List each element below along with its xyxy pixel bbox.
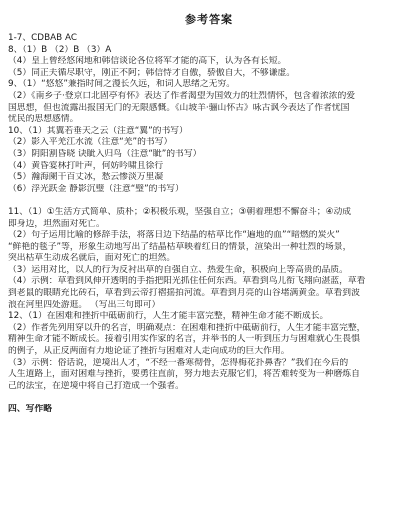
answer-line: （3）阴阳割昏晓 诀眦入归鸟（注意“眦”的书写） [8,148,202,159]
answer-line: （5）同正夫循尽职守，刚正不阿；韩信恃才自傲，骄傲自大，不够谦虚。 [8,67,296,78]
answer-line: 四、写作略 [8,404,52,414]
answer-line: 人生道路上，面对困难与挫折，要勇往直前，努力地去克服它们，将苦难转变为一种磨炼自 [8,369,360,380]
answer-line: 8、（1）B （2）B （3）A [8,44,112,55]
answer-line: 国思想，但也流露出报国无门的无限感慨。《山坡羊·骊山怀古》咏古讽今表达了作者忧国 [8,102,350,113]
answer-line: 9、（1）“悠悠”兼指时间之漫长久远，和词人思绪之无穷。 [8,79,236,90]
answer-line: （2）作者先列用穿以升的名言，明确观点：在困难和挫折中砥砺前行，人生才能丰富完整， [8,322,366,333]
answer-line: （2）《南乡子·登京口北固亭有怀》表达了作者渴望为国效力的壮烈情怀，包含着浓浓的爱 [8,90,356,101]
answer-line: 己的法宝，在逆境中将自己打造成一个强者。 [8,380,184,391]
answer-list [8,33,410,416]
answer-line: 12、（1）在困难和挫折中砥砺前行，人生才能丰富完整，精神生命才能不断成长。 [8,311,329,322]
blank-line [8,195,410,207]
answer-line: 10、（1）其翼若垂天之云（注意“翼”的书写） [8,125,188,136]
page-title: 参考答案 [185,13,233,26]
answer-line: （3）运用对比，以人的行为反衬出草的自强自立、热爱生命，积极向上等高贵的品质。 [8,264,348,275]
blank-line [8,392,410,404]
answer-line: （4）示例：草看到风伸开透明的手指把阳光抓住任何东西。草看到鸟儿衔飞翔向湛蓝，草看 [8,276,366,287]
answer-line: （4）皇上曾经悠闲地和韩信谈论各位将军才能的高下，认为各有长短。 [8,56,287,67]
answer-line: 的例子，从正反两面有力地论证了挫折与困难对人走向成功的巨大作用。 [8,346,290,357]
answer-line: 精神生命才能不断成长。接着引用实作家的名言，并举书的人一听到压力与困难就心生畏惧 [8,334,360,345]
answer-line: （3）示例：俗话说，逆境出人才，“不经一番寒彻骨，怎得梅花扑鼻香？”我们在今后的 [8,357,349,368]
answer-line: 1-7、CDBAB AC [8,33,77,43]
answer-line: 浪在河里四处游逛。 （写出三句即可） [8,299,161,310]
answer-line: （2）影入平羌江水流（注意“羌”的书写） [8,137,173,148]
answer-line: 忧民的思想感情。 [8,114,79,125]
answer-line: （2）句子运用比喻的修辞手法，将落日边下结晶的枯草比作“遍地的血”“暗燃的炭火” [8,230,340,241]
answer-line: 即身边，坦然面对死亡。 [8,218,105,229]
answer-line: （4）黄昏宴林打叶声，何妨吟啸且徐行 [8,160,164,171]
answer-line: 到老鼠的眼睛充比砖石，草看到云帝打褶揺拍河流。草看到月亮的山谷堵满黄金。草看到波 [8,288,360,299]
answer-line: 11、（1）①生活方式简单、质朴；②积极乐观，坚强自立；③朝着理想不懈奋斗；④动成 [8,206,352,217]
answer-line: （5）瀚海阑干百丈冰，愁云惨淡万里凝 [8,172,164,183]
answer-line: （6）浮光跃金 静影沉璧（注意“璧”的书写） [8,183,184,194]
answer-line: 突出枯草生动成名就后，面对死亡的坦然。 [8,253,176,264]
answer-line: “鲜艳的毯子”等，形象生动地写出了结晶枯草映着红日的情景，渲染出一种壮烈的场景， [8,241,352,252]
